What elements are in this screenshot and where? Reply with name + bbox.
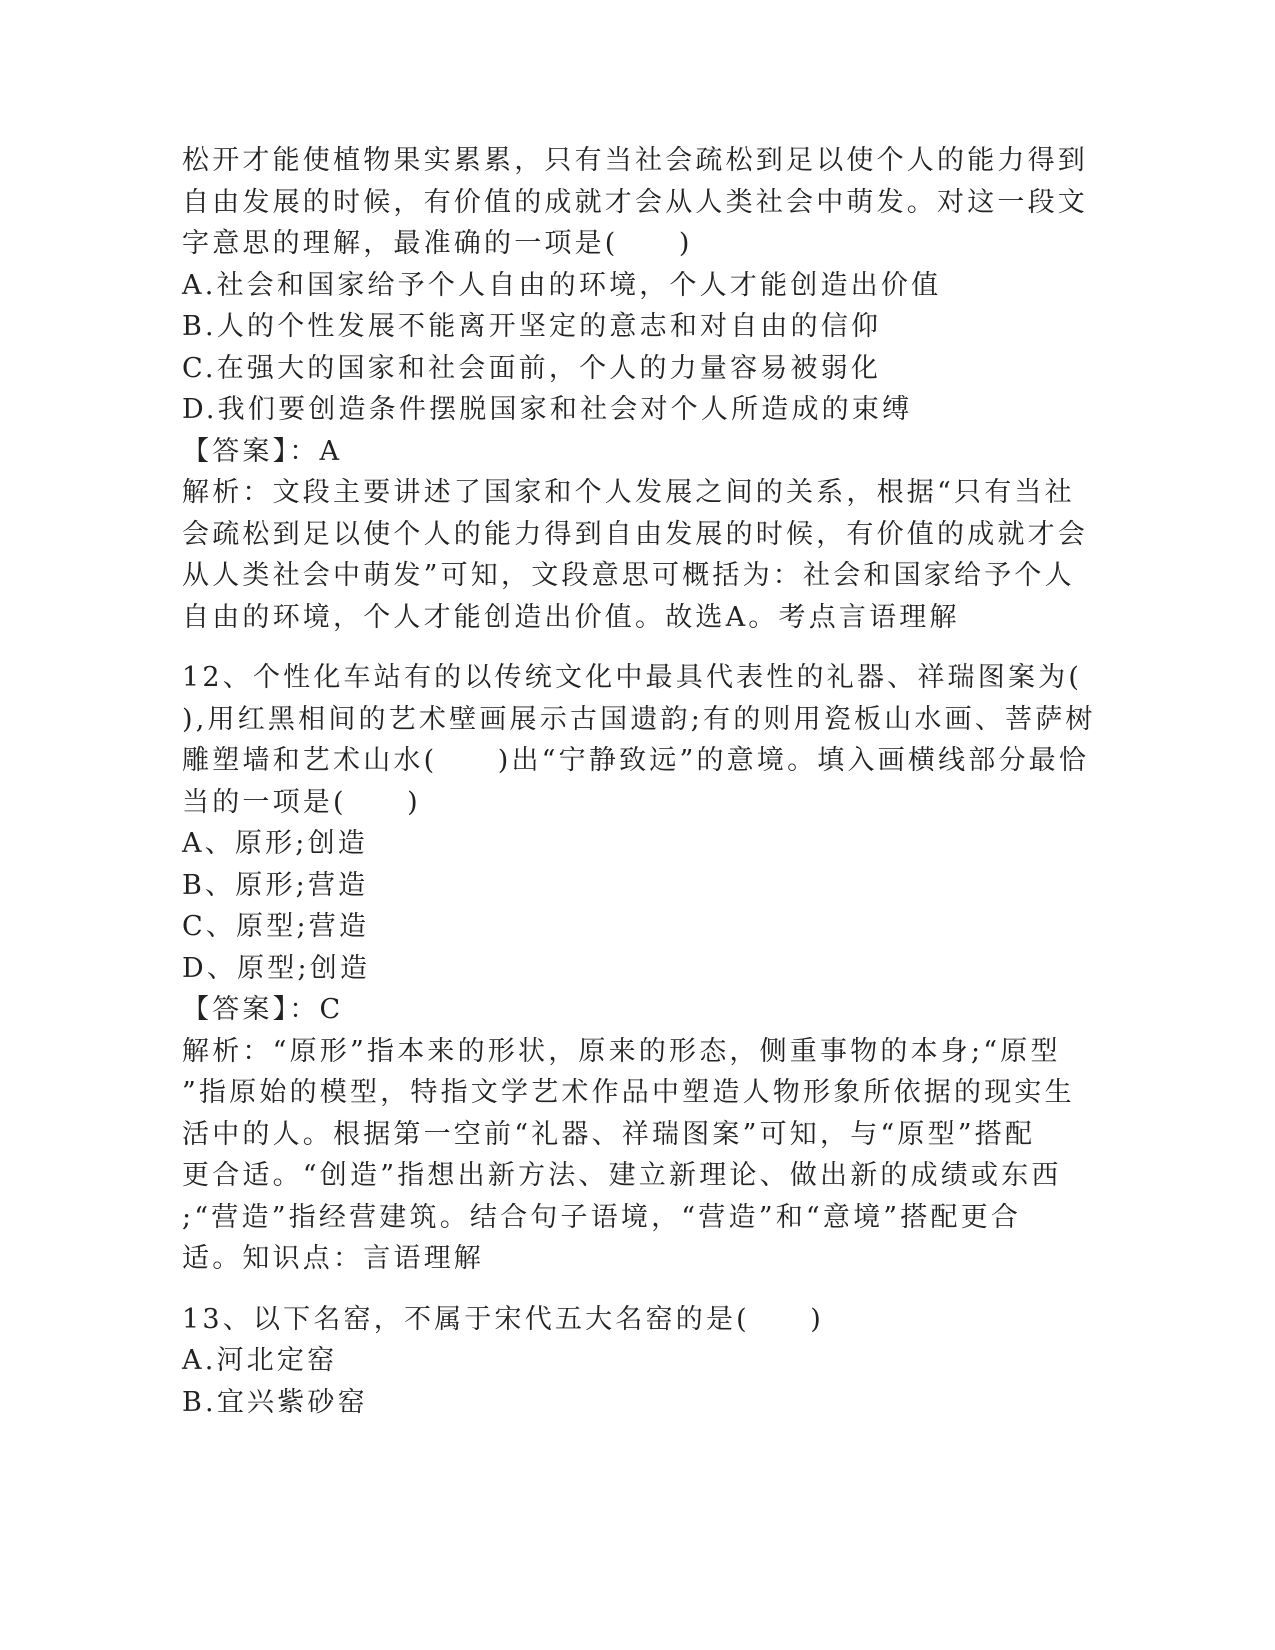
spacer	[182, 638, 1062, 657]
analysis-line: 从人类社会中萌发”可知，文段意思可概括为：社会和国家给予个人	[182, 560, 1075, 591]
analysis-line: 更合适。“创造”指想出新方法、建立新理论、做出新的成绩或东西	[182, 1160, 1062, 1191]
option-d: D、原型;创造	[182, 952, 371, 984]
option-b: B、原形;营造	[182, 869, 369, 901]
question-stem-line: 字意思的理解，最准确的一项是( )	[182, 228, 693, 259]
answer-line: 【答案】：A	[182, 435, 343, 467]
analysis-line: 适。知识点：言语理解	[182, 1243, 484, 1274]
question-stem-line: 12、个性化车站有的以传统文化中最具代表性的礼器、祥瑞图案为(	[182, 662, 1083, 693]
question-stem-line: ),用红黑相间的艺术壁画展示古国遗韵;有的则用瓷板山水画、菩萨树	[182, 703, 1096, 735]
answer-line: 【答案】：C	[182, 994, 344, 1025]
question-stem-line: 雕塑墙和艺术山水( )出“宁静致远”的意境。填入画横线部分最恰	[182, 745, 1090, 776]
analysis-line: ;“营造”指经营建筑。结合句子语境，“营造”和“意境”搭配更合	[182, 1201, 1022, 1233]
analysis-line: 活中的人。根据第一空前“礼器、祥瑞图案”可知，与“原型”搭配	[182, 1118, 1036, 1150]
question-stem-line: 松开才能使植物果实累累，只有当社会疏松到足以使个人的能力得到	[182, 145, 1088, 176]
question-stem-line: 13、以下名窑，不属于宋代五大名窑的是( )	[182, 1303, 825, 1335]
option-d: D.我们要创造条件摆脱国家和社会对个人所造成的束缚	[182, 394, 913, 425]
analysis-line: 会疏松到足以使个人的能力得到自由发展的时候，有价值的成就才会	[182, 518, 1088, 550]
option-c: C、原型;营造	[182, 911, 370, 942]
analysis-line: ”指原始的模型，特指文学艺术作品中塑造人物形象所依据的现实生	[182, 1077, 1075, 1108]
analysis-line: 解析：“原形”指本来的形状，原来的形态，侧重事物的本身;“原型	[182, 1035, 1061, 1067]
option-b: B.宜兴紫砂窑	[182, 1386, 368, 1418]
question-13	[182, 1299, 1062, 1424]
option-b: B.人的个性发展不能离开坚定的意志和对自由的信仰	[182, 311, 882, 342]
option-a: A.社会和国家给予个人自由的环境，个人才能创造出价值	[182, 269, 942, 301]
spacer	[182, 1280, 1062, 1299]
option-a: A.河北定窑	[182, 1345, 338, 1376]
analysis-line: 自由的环境，个人才能创造出价值。故选A。考点言语理解	[182, 601, 960, 633]
question-stem-line: 当的一项是( )	[182, 786, 421, 818]
analysis-line: 解析：文段主要讲述了国家和个人发展之间的关系，根据“只有当社	[182, 477, 1075, 508]
document-page	[182, 140, 1096, 1423]
option-a: A、原形;创造	[182, 828, 368, 859]
question-11	[182, 140, 1088, 638]
option-c: C.在强大的国家和社会面前，个人的力量容易被弱化	[182, 352, 882, 384]
question-stem-line: 自由发展的时候，有价值的成就才会从人类社会中萌发。对这一段文	[182, 186, 1088, 218]
question-12	[182, 657, 1096, 1280]
